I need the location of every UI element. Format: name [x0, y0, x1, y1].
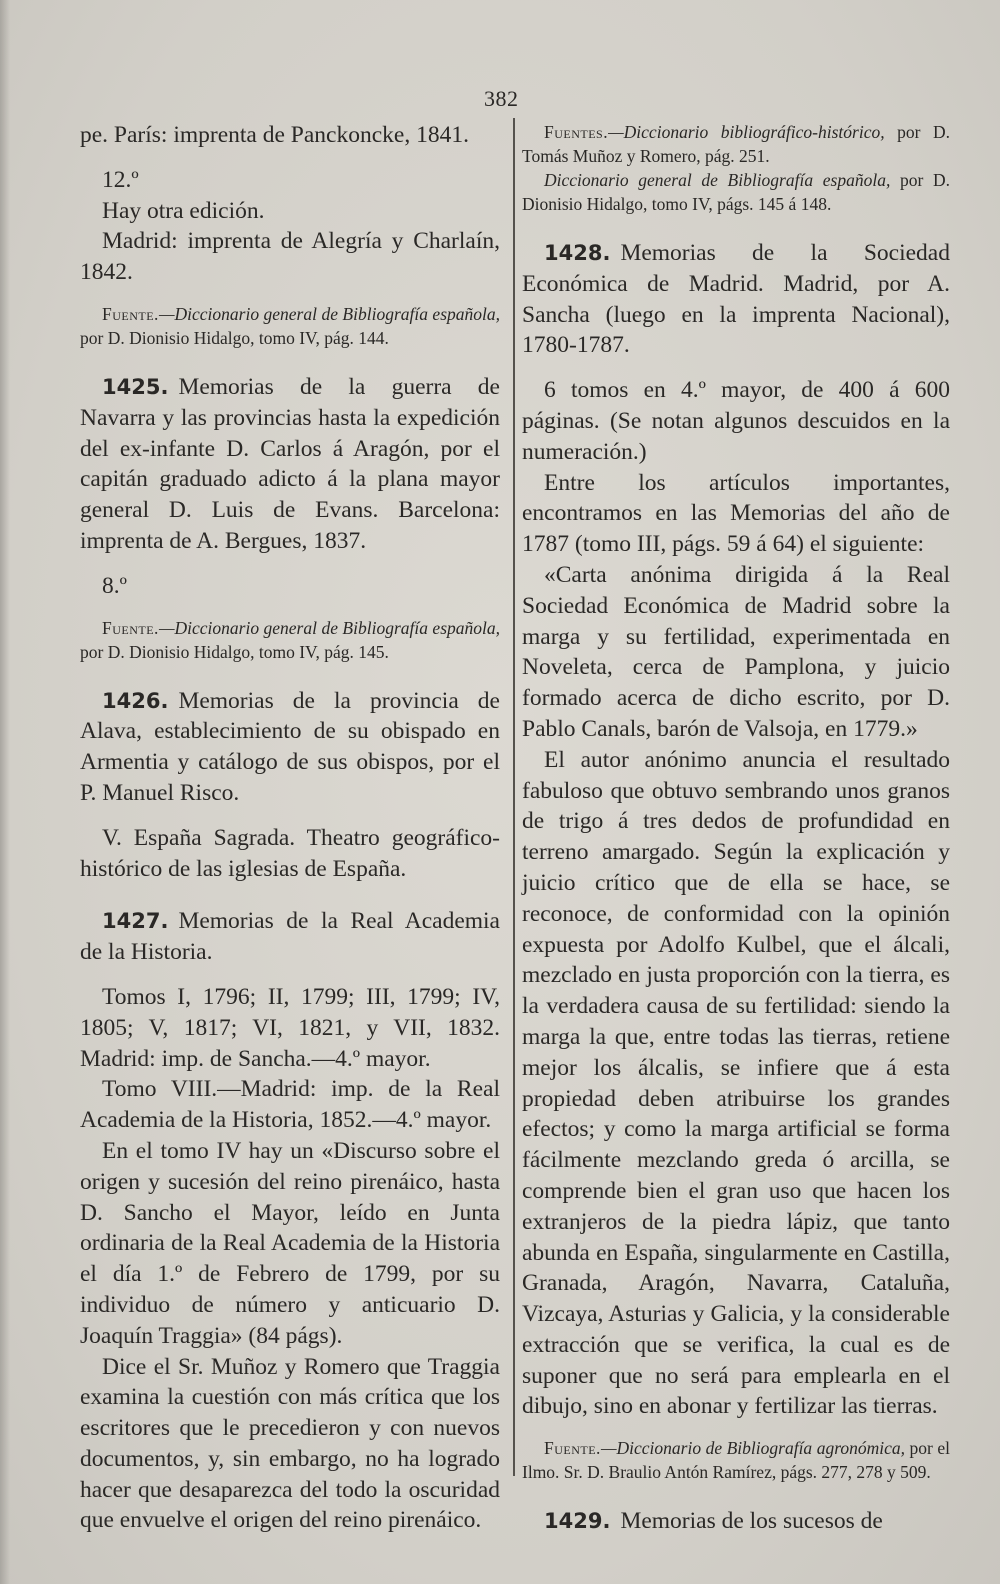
paragraph: Dice el Sr. Muñoz y Romero que Traggia examina la cuestión con más crítica que los escritores que le precedieron y con nuevos documentos, y, sin embargo, no ha logrado hacer que desaparezca del todo la oscuridad que envuelve el origen del reino pirenáico.: [80, 1353, 500, 1534]
entry-text: Memorias de la Sociedad Económica de Madrid. Madrid, por A. Sancha (luego en la imprenta Nacional), 1780-1787.: [522, 240, 950, 359]
source-title: —Diccionario general de Bibliografía española,: [158, 617, 500, 638]
entry-text: Memorias de la provincia de Alava, establecimiento de su obispado en Armentia y catálogo de sus obispos, por el P. Manuel Risco.: [80, 687, 500, 806]
column-divider: [513, 118, 515, 1476]
entry-text: Memorias de la Real Academia de la Historia.: [80, 908, 500, 966]
paragraph: Entre los artículos importantes, encontramos en las Memorias del año de 1787 (tomo III, págs. 59 á 64) el siguiente:: [522, 469, 950, 558]
entry-1427: [80, 906, 500, 968]
left-column: [80, 120, 500, 1536]
source-details: por D. Tomás Muñoz y Romero, pág. 251.: [522, 122, 950, 166]
paragraph: El autor anónimo anuncia el resultado fabuloso que obtuvo sembrando unos granos de trigo á tres dedos de profundidad en terreno amargado. Según la explicación y juicio crítico que de ella se hace, se reconoce, de conformidad con la opinión expuesta por Adolfo Kulbel, que el álcali, mezclado en justa proporción con la tierra, es la verdadera causa de su fertilidad: siendo la marga la que, entre todas las tierras, retiene mejor los álcalis, se infiere que á esta propiedad deben atribuirse los grandes efectos; y como la marga artificial se forma fácilmente mezclando greda ó arcilla, se comprende bien el gran uso que hacen los extranjeros de la piedra lápiz, que tanto abunda en España, singularmente en Castilla, Granada, Aragón, Navarra, Cataluña, Vizcaya, Asturias y Galicia, y la considerable extracción que se verifica, la cual es de suponer que no será para emplearla en el dibujo, sino en abonar y fertilizar las tierras.: [522, 746, 950, 1420]
source-citation: [80, 302, 500, 350]
source-title: —Diccionario general de Bibliografía española,: [158, 303, 500, 324]
entry-1425: [80, 372, 500, 557]
page-number: 382: [484, 86, 519, 111]
paragraph: Madrid: imprenta de Alegría y Charlaín, 1842.: [80, 228, 500, 286]
paragraph: 8.º: [102, 572, 127, 599]
entry-number: 1426.: [102, 688, 169, 713]
source-citation: [522, 120, 950, 168]
paragraph: «Carta anónima dirigida á la Real Sociedad Económica de Madrid sobre la marga y su fertilidad, experimentada en Noveleta, cerca de Pamplona, y juicio formado acerca de dicho escrito, por D. Pablo Canals, barón de Valsoja, en 1779.»: [522, 561, 950, 742]
source-details: por D. Dionisio Hidalgo, tomo IV, pág. 145.: [80, 641, 389, 662]
source-citation: [80, 616, 500, 664]
entry-text: Memorias de la guerra de Navarra y las provincias hasta la expedición del ex-infante D. Carlos á Aragón, por el capitán graduado adicto á la plana mayor general D. Luis de Evans. Barcelona: imprenta de A. Bergues, 1837.: [80, 373, 500, 554]
entry-number: 1428.: [544, 241, 611, 265]
entry-1426: [80, 686, 500, 809]
entry-number: 1429.: [544, 1509, 611, 1534]
source-label: Fuente.: [102, 303, 159, 324]
right-column: [522, 120, 950, 1537]
paragraph: Hay otra edición.: [102, 197, 265, 224]
entry-number: 1425.: [102, 374, 169, 399]
paragraph: V. España Sagrada. Theatro geográfico-histórico de las iglesias de España.: [80, 824, 500, 882]
paragraph: pe. París: imprenta de Panckoncke, 1841.: [80, 122, 469, 148]
paragraph: 6 tomos en 4.º mayor, de 400 á 600 páginas. (Se notan algunos descuidos en la numeración.): [522, 377, 950, 465]
page-edge-shadow: [0, 0, 10, 1584]
entry-1429: [522, 1506, 950, 1537]
paragraph: 12.º: [102, 166, 139, 193]
source-title: Diccionario general de Bibliografía española,: [544, 170, 891, 190]
source-citation: [522, 168, 950, 216]
source-citation: [522, 1436, 950, 1484]
source-details: por D. Dionisio Hidalgo, tomo IV, págs. 145 á 148.: [522, 170, 950, 214]
source-details: por el Ilmo. Sr. D. Braulio Antón Ramírez, págs. 277, 278 y 509.: [522, 1438, 950, 1483]
source-title: —Diccionario bibliográfico-histórico,: [608, 122, 885, 142]
entry-text: Memorias de los sucesos de: [620, 1508, 883, 1535]
source-label: Fuentes.: [544, 122, 609, 142]
source-label: Fuente.: [544, 1438, 601, 1459]
paragraph: Tomo VIII.—Madrid: imp. de la Real Academia de la Historia, 1852.—4.º mayor.: [80, 1076, 500, 1134]
source-label: Fuente.: [102, 617, 159, 638]
source-details: por D. Dionisio Hidalgo, tomo IV, pág. 144.: [80, 327, 389, 348]
paragraph: En el tomo IV hay un «Discurso sobre el origen y sucesión del reino pirenáico, hasta D. Sancho el Mayor, leído en Junta ordinaria de la Real Academia de la Historia el día 1.º de Febrero de 1799, por su individuo de número y anticuario D. Joaquín Traggia» (84 págs).: [80, 1137, 500, 1349]
source-title: —Diccionario de Bibliografía agronómica,: [600, 1438, 905, 1459]
paragraph: Tomos I, 1796; II, 1799; III, 1799; IV, 1805; V, 1817; VI, 1821, y VII, 1832. Madrid: imp. de Sancha.—4.º mayor.: [80, 983, 500, 1072]
entry-1428: [522, 238, 950, 361]
entry-number: 1427.: [102, 909, 169, 934]
